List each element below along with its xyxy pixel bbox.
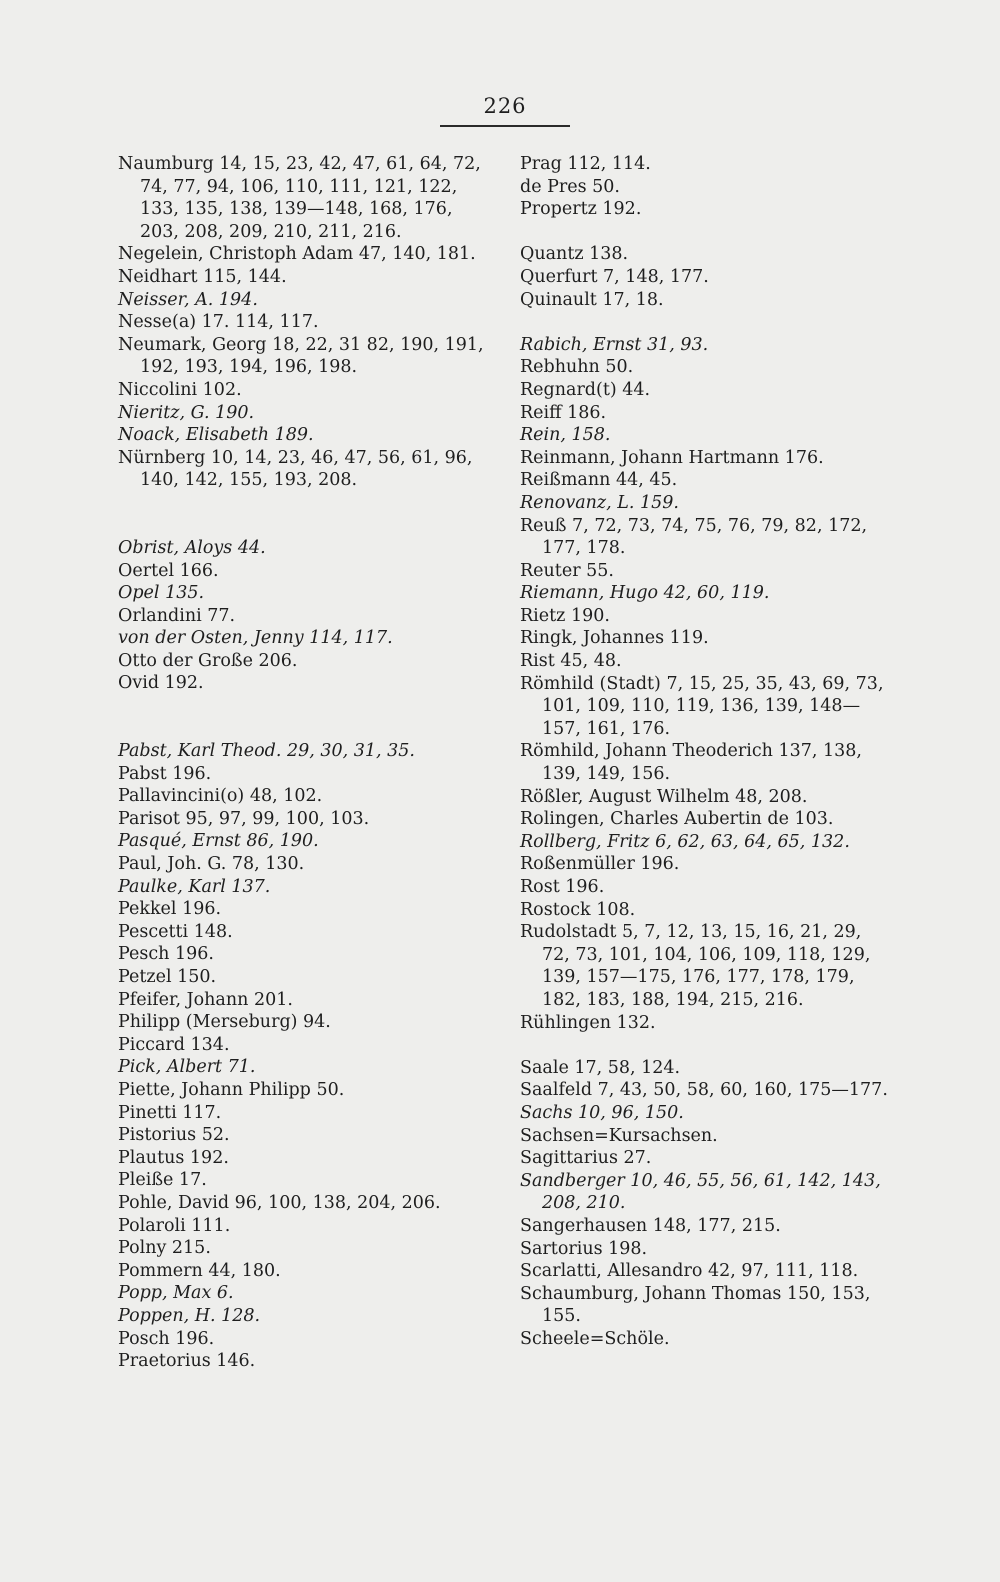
section-gap <box>520 221 890 244</box>
index-entry: Pinetti 117. <box>118 1102 222 1123</box>
index-entry: Pesch 196. <box>118 944 214 965</box>
index-entry: Sachsen=Kursachsen. <box>520 1125 718 1146</box>
index-entry: Pick, Albert 71. <box>118 1057 256 1078</box>
index-entry: Sangerhausen 148, 177, 215. <box>520 1215 781 1236</box>
index-entry: Oertel 166. <box>118 560 219 581</box>
index-entry: Römhild, Johann Theoderich 137, 138, 139, 149, 156. <box>520 741 862 785</box>
index-entry: Roßenmüller 196. <box>520 854 680 875</box>
index-entry: Pistorius 52. <box>118 1125 230 1146</box>
index-entry: Regnard(t) 44. <box>520 379 651 400</box>
index-entry: Sagittarius 27. <box>520 1148 652 1169</box>
index-entry: Otto der Große 206. <box>118 650 298 671</box>
index-entry: Pescetti 148. <box>118 921 233 942</box>
index-entry: Nürnberg 10, 14, 23, 46, 47, 56, 61, 96, 140, 142, 155, 193, 208. <box>118 447 473 491</box>
index-entry: von der Osten, Jenny 114, 117. <box>118 628 393 649</box>
page-number: 226 <box>483 94 527 118</box>
index-entry: Rist 45, 48. <box>520 651 622 672</box>
index-entry: Rein, 158. <box>520 425 611 446</box>
index-entry: Propertz 192. <box>520 199 642 220</box>
index-entry: Posch 196. <box>118 1328 215 1349</box>
index-entry: Pasqué, Ernst 86, 190. <box>118 831 319 852</box>
index-entry: Rudolstadt 5, 7, 12, 13, 15, 16, 21, 29, 72, 73, 101, 104, 106, 109, 118, 129, 139, 157—175, 176, 177, 178, 179, 182, 183, 188, 194, 215, 216. <box>520 922 871 1010</box>
index-entry: Opel 135. <box>118 583 205 604</box>
index-entry: Orlandini 77. <box>118 605 236 626</box>
index-entry: Pabst, Karl Theod. 29, 30, 31, 35. <box>118 741 415 762</box>
index-entry: Nieritz, G. 190. <box>118 402 255 423</box>
section-gap <box>520 311 890 334</box>
index-entry: Sandberger 10, 46, 55, 56, 61, 142, 143, 208, 210. <box>520 1170 881 1214</box>
index-entry: Polny 215. <box>118 1238 211 1259</box>
index-entry: Piette, Johann Philipp 50. <box>118 1079 345 1100</box>
index-entry: Obrist, Aloys 44. <box>118 537 266 558</box>
index-entry: Nesse(a) 17. 114, 117. <box>118 312 319 333</box>
index-entry: Reuß 7, 72, 73, 74, 75, 76, 79, 82, 172, 177, 178. <box>520 515 868 559</box>
index-entry: Renovanz, L. 159. <box>520 492 679 513</box>
index-entry: Pfeifer, Johann 201. <box>118 989 293 1010</box>
index-entry: Pabst 196. <box>118 763 212 784</box>
index-entry: Römhild (Stadt) 7, 15, 25, 35, 43, 69, 73, 101, 109, 110, 119, 136, 139, 148—157, 161, 176. <box>520 673 884 739</box>
index-entry: Sachs 10, 96, 150. <box>520 1102 684 1123</box>
section-gap <box>118 492 494 537</box>
index-entry: Philipp (Merseburg) 94. <box>118 1012 331 1033</box>
index-entry: Praetorius 146. <box>118 1351 256 1372</box>
index-entry: Parisot 95, 97, 99, 100, 103. <box>118 808 370 829</box>
index-entry: Schaumburg, Johann Thomas 150, 153, 155. <box>520 1283 871 1327</box>
index-entry: Negelein, Christoph Adam 47, 140, 181. <box>118 244 476 265</box>
index-entry: Neisser, A. 194. <box>118 289 258 310</box>
index-entry: Sartorius 198. <box>520 1238 648 1259</box>
index-entry: Popp, Max 6. <box>118 1283 234 1304</box>
index-entry: Pleiße 17. <box>118 1170 207 1191</box>
index-entry: Plautus 192. <box>118 1147 229 1168</box>
index-entry: Paulke, Karl 137. <box>118 876 271 897</box>
index-entry: Quantz 138. <box>520 244 629 265</box>
index-entry: Scheele=Schöle. <box>520 1328 670 1349</box>
header-rule <box>440 125 570 127</box>
index-entry: Ovid 192. <box>118 673 204 694</box>
index-entry: Pommern 44, 180. <box>118 1260 281 1281</box>
index-entry: Riemann, Hugo 42, 60, 119. <box>520 583 770 604</box>
index-entry: Neidhart 115, 144. <box>118 266 287 287</box>
index-entry: Rost 196. <box>520 877 605 897</box>
index-entry: Saalfeld 7, 43, 50, 58, 60, 160, 175—177. <box>520 1080 888 1101</box>
index-entry: Niccolini 102. <box>118 379 242 400</box>
index-entry: Neumark, Georg 18, 22, 31 82, 190, 191, 192, 193, 194, 196, 198. <box>118 334 484 378</box>
index-entry: Petzel 150. <box>118 967 217 987</box>
index-entry: Rolingen, Charles Aubertin de 103. <box>520 809 834 830</box>
index-entry: Rostock 108. <box>520 899 636 920</box>
index-entry: Reißmann 44, 45. <box>520 470 678 491</box>
index-entry: Pohle, David 96, 100, 138, 204, 206. <box>118 1192 441 1213</box>
index-entry: Rühlingen 132. <box>520 1012 656 1033</box>
index-entry: Polaroli 111. <box>118 1215 231 1236</box>
index-entry: Reuter 55. <box>520 560 614 581</box>
index-entry: Reinmann, Johann Hartmann 176. <box>520 447 824 468</box>
section-gap <box>520 1034 890 1057</box>
index-entry: Ringk, Johannes 119. <box>520 628 709 649</box>
index-entry: Pallavincini(o) 48, 102. <box>118 786 323 807</box>
index-entry: Scarlatti, Allesandro 42, 97, 111, 118. <box>520 1261 859 1282</box>
section-gap <box>118 695 494 740</box>
index-entry: Noack, Elisabeth 189. <box>118 425 314 446</box>
index-entry: Paul, Joh. G. 78, 130. <box>118 854 305 875</box>
index-entry: Querfurt 7, 148, 177. <box>520 266 709 287</box>
index-entry: Rößler, August Wilhelm 48, 208. <box>520 786 808 807</box>
index-entry: Reiff 186. <box>520 402 607 423</box>
index-entry: Rabich, Ernst 31, 93. <box>520 334 709 355</box>
index-entry: Poppen, H. 128. <box>118 1305 261 1326</box>
index-entry: Rollberg, Fritz 6, 62, 63, 64, 65, 132. <box>520 831 850 852</box>
index-entry: de Pres 50. <box>520 176 620 197</box>
left-column <box>118 153 494 1373</box>
index-entry: Rebhuhn 50. <box>520 357 634 378</box>
right-column <box>520 153 890 1350</box>
index-entry: Saale 17, 58, 124. <box>520 1057 681 1078</box>
index-entry: Piccard 134. <box>118 1034 230 1055</box>
index-entry: Quinault 17, 18. <box>520 289 664 310</box>
index-entry: Naumburg 14, 15, 23, 42, 47, 61, 64, 72, 74, 77, 94, 106, 110, 111, 121, 122, 133, 135, 138, 139—148, 168, 176, 203, 208, 209, 210, 211, 216. <box>118 154 481 242</box>
index-entry: Rietz 190. <box>520 605 610 626</box>
index-entry: Pekkel 196. <box>118 899 222 920</box>
index-entry: Prag 112, 114. <box>520 154 651 174</box>
